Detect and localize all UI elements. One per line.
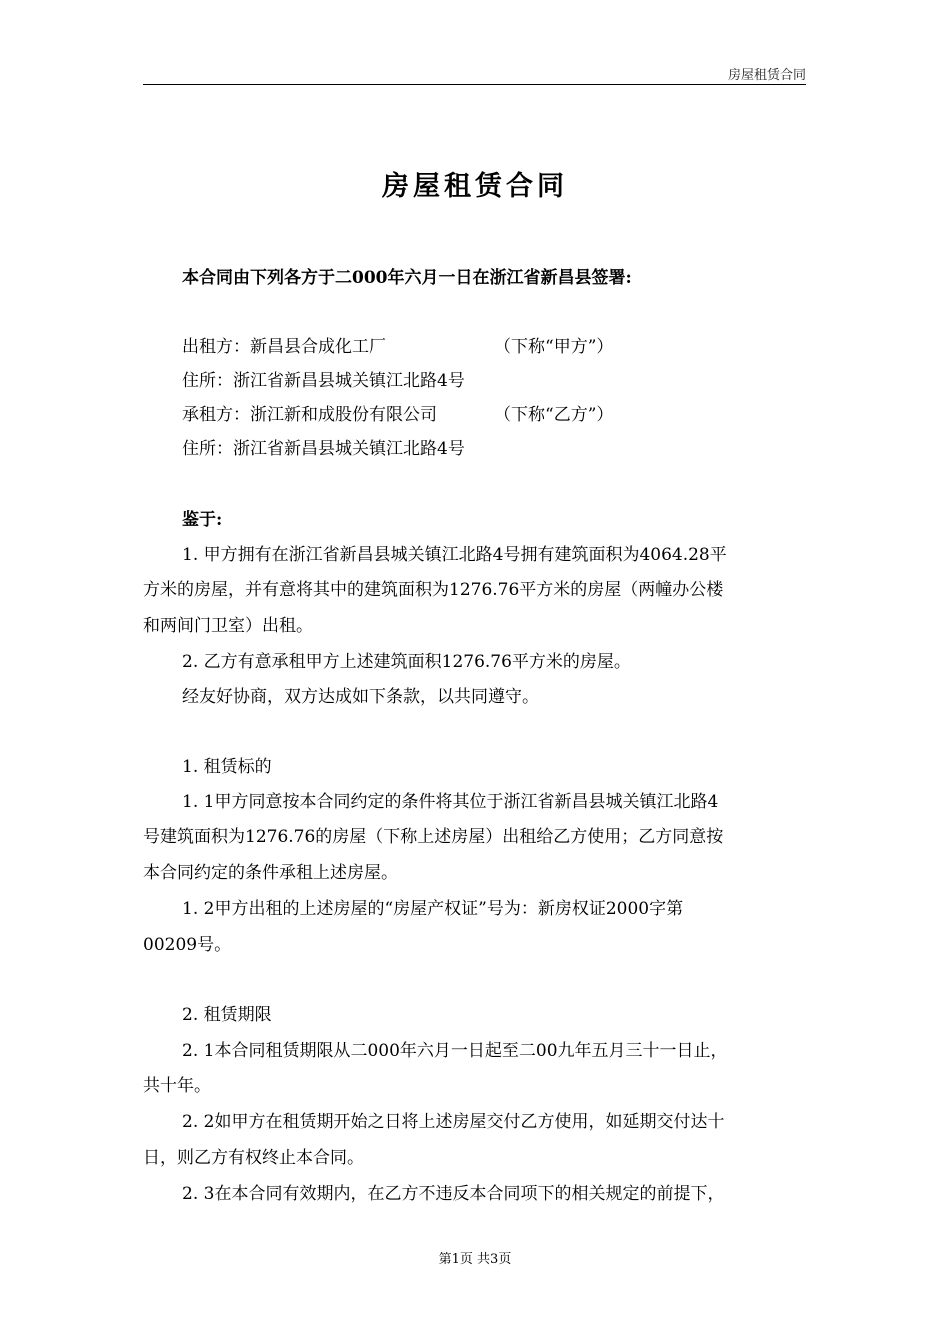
party-lessor xyxy=(182,335,806,359)
page-footer: 第1页 共3页 xyxy=(438,1252,512,1267)
clause-2-1-line2: 共十年。 xyxy=(143,1076,211,1096)
whereas-p1-line3: 和两间门卫室）出租。 xyxy=(143,616,313,636)
clause-1-1-line3: 本合同约定的条件承租上述房屋。 xyxy=(143,863,398,883)
whereas-p1-line1: 1. 甲方拥有在浙江省新昌县城关镇江北路4号拥有建筑面积为4064.28平 xyxy=(182,545,727,565)
party-lessor-note: （下称“甲方”） xyxy=(494,337,614,357)
party-lessor-address: 住所：浙江省新昌县城关镇江北路4号 xyxy=(182,371,465,391)
whereas-p1-line2: 方米的房屋，并有意将其中的建筑面积为1276.76平方米的房屋（两幢办公楼 xyxy=(143,580,724,600)
document-title: 房屋租赁合同 xyxy=(382,171,568,202)
whereas-p2: 2. 乙方有意承租甲方上述建筑面积1276.76平方米的房屋。 xyxy=(182,652,631,672)
running-header: 房屋租赁合同 xyxy=(727,68,806,83)
whereas-p3: 经友好协商，双方达成如下条款，以共同遵守。 xyxy=(182,687,539,707)
party-lessee-address: 住所：浙江省新昌县城关镇江北路4号 xyxy=(182,439,465,459)
section1-heading: 1. 租赁标的 xyxy=(182,757,272,777)
clause-1-2-line1: 1. 2甲方出租的上述房屋的“房屋产权证”号为：新房权证2000字第 xyxy=(182,899,684,919)
party-lessee-note: （下称“乙方”） xyxy=(494,405,614,425)
section2-heading: 2. 租赁期限 xyxy=(182,1005,272,1025)
clause-1-1-line2: 号建筑面积为1276.76的房屋（下称上述房屋）出租给乙方使用；乙方同意按 xyxy=(143,827,724,847)
header-rule xyxy=(143,84,806,85)
party-lessor-label: 出租方：新昌县合成化工厂 xyxy=(182,337,386,357)
intro-paragraph: 本合同由下列各方于二000年六月一日在浙江省新昌县签署: xyxy=(182,268,632,288)
clause-2-1-line1: 2. 1本合同租赁期限从二000年六月一日起至二00九年五月三十一日止， xyxy=(182,1041,728,1061)
clause-2-2-line2: 日，则乙方有权终止本合同。 xyxy=(143,1148,364,1168)
whereas-heading: 鉴于: xyxy=(182,510,223,530)
party-lessee xyxy=(182,403,806,427)
party-lessee-label: 承租方：浙江新和成股份有限公司 xyxy=(182,405,437,425)
clause-2-3-line1: 2. 3在本合同有效期内，在乙方不违反本合同项下的相关规定的前提下， xyxy=(182,1184,725,1204)
clause-1-2-line2: 00209号。 xyxy=(143,935,232,955)
clause-2-2-line1: 2. 2如甲方在租赁期开始之日将上述房屋交付乙方使用，如延期交付达十 xyxy=(182,1112,725,1132)
clause-1-1-line1: 1. 1甲方同意按本合同约定的条件将其位于浙江省新昌县城关镇江北路4 xyxy=(182,792,719,812)
